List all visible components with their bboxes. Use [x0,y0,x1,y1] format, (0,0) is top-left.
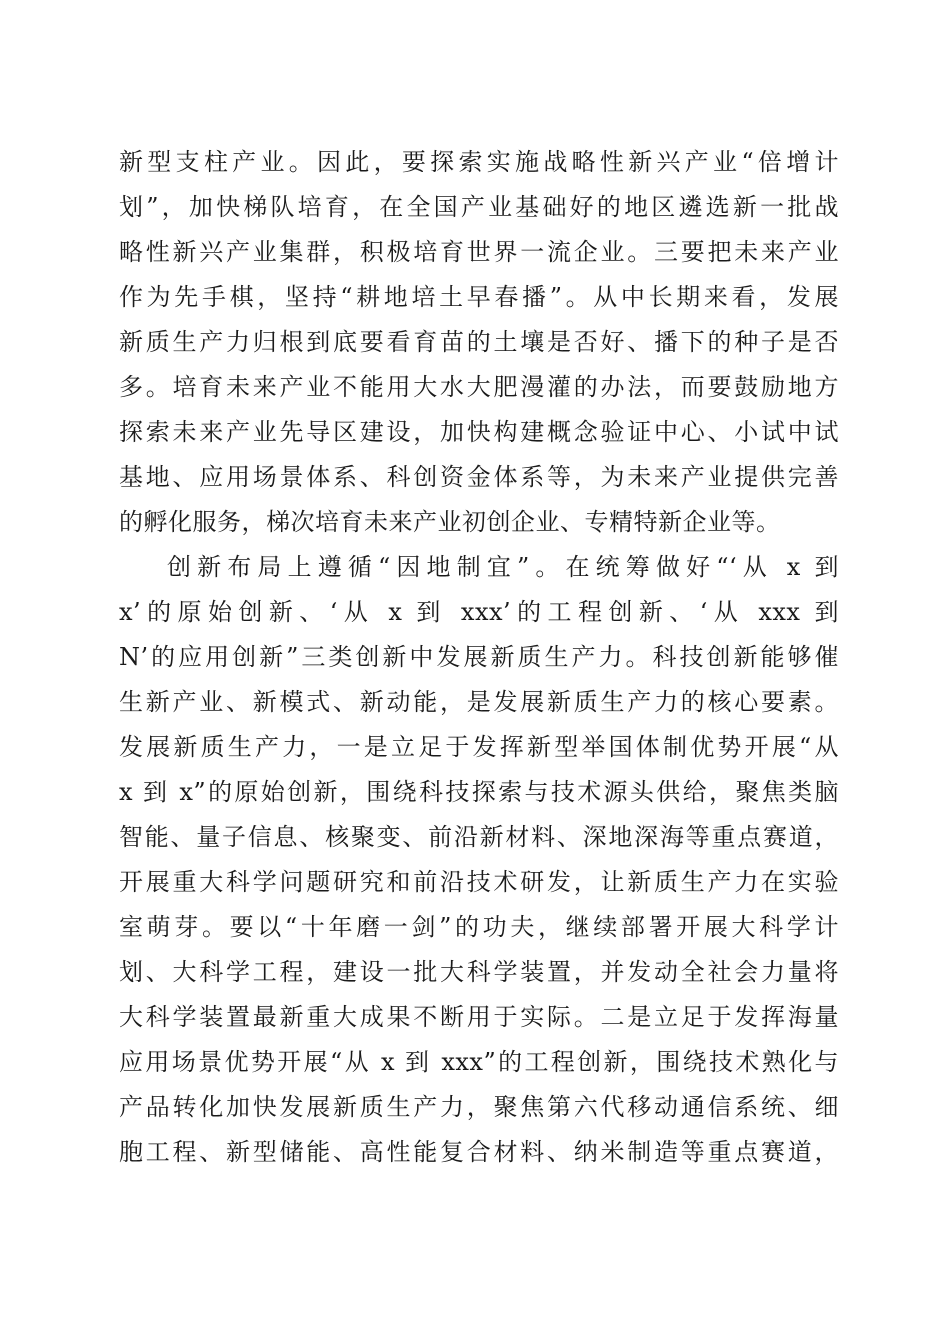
text-line: 略性新兴产业集群，积极培育世界一流企业。三要把未来产业 [119,238,839,266]
text-line: 发展新质生产力，一是立足于发挥新型举国体制优势开展“从 [119,733,839,761]
text-line: 划”，加快梯队培育，在全国产业基础好的地区遴选新一批战 [119,193,839,221]
text-line: 开展重大科学问题研究和前沿技术研发，让新质生产力在实验 [119,868,839,896]
text-line: N’的应用创新”三类创新中发展新质生产力。科技创新能够催 [119,643,839,671]
paragraph-2 [119,545,839,1175]
text-line: 产品转化加快发展新质生产力，聚焦第六代移动通信系统、细 [119,1093,839,1121]
text-line: 多。培育未来产业不能用大水大肥漫灌的办法，而要鼓励地方 [119,373,839,401]
text-line: 新型支柱产业。因此，要探索实施战略性新兴产业“倍增计 [119,148,839,176]
text-line: 大科学装置最新重大成果不断用于实际。二是立足于发挥海量 [119,1003,839,1031]
text-line: 作为先手棋，坚持“耕地培土早春播”。从中长期来看，发展 [119,283,839,311]
text-line: 室萌芽。要以“十年磨一剑”的功夫，继续部署开展大科学计 [119,913,839,941]
text-line: 智能、量子信息、核聚变、前沿新材料、深地深海等重点赛道， [119,823,839,851]
document-body [119,140,839,1175]
text-line: 胞工程、新型储能、高性能复合材料、纳米制造等重点赛道， [119,1138,839,1166]
text-line: x 到 x”的原始创新，围绕科技探索与技术源头供给，聚焦类脑 [119,778,839,806]
text-line: 新质生产力归根到底要看育苗的土壤是否好、播下的种子是否 [119,328,839,356]
text-line: 的孵化服务，梯次培育未来产业初创企业、专精特新企业等。 [119,508,781,536]
text-line: 探索未来产业先导区建设，加快构建概念验证中心、小试中试 [119,418,839,446]
text-line: 生新产业、新模式、新动能，是发展新质生产力的核心要素。 [119,688,839,716]
text-line: 应用场景优势开展“从 x 到 xxx”的工程创新，围绕技术熟化与 [119,1048,839,1076]
text-line: x’的原始创新、‘从 x 到 xxx’的工程创新、‘从 xxx 到 [119,598,839,626]
text-line: 创新布局上遵循“因地制宜”。在统筹做好“‘从 x 到 [167,553,839,581]
paragraph-1 [119,140,839,545]
text-line: 基地、应用场景体系、科创资金体系等，为未来产业提供完善 [119,463,839,491]
text-line: 划、大科学工程，建设一批大科学装置，并发动全社会力量将 [119,958,839,986]
